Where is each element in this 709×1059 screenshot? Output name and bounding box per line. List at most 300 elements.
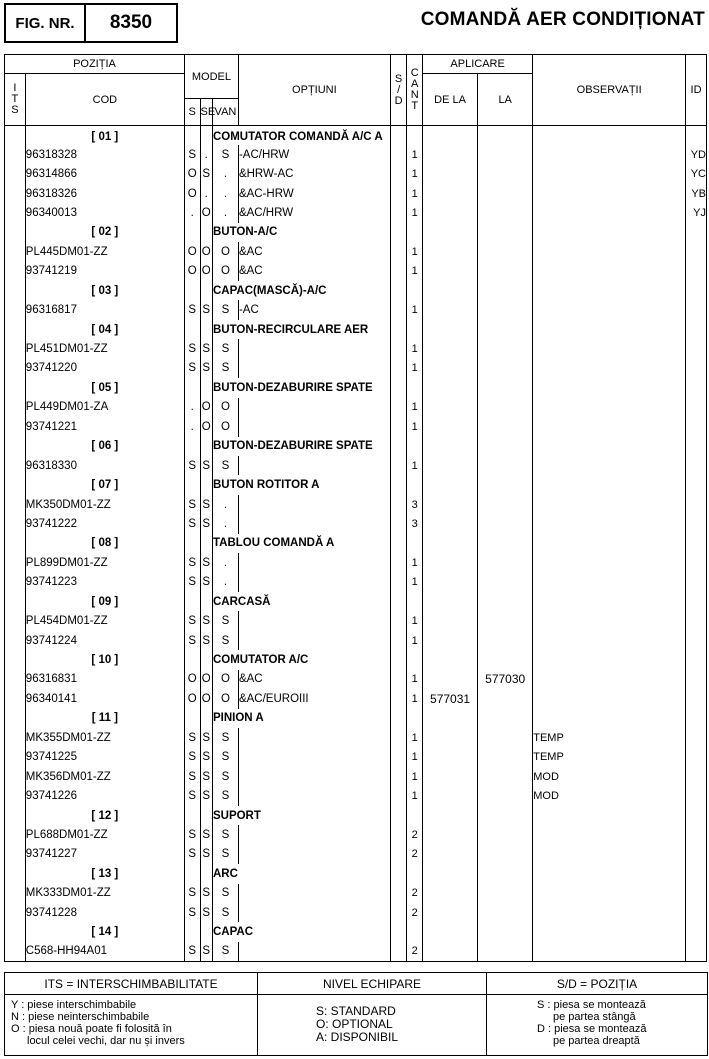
model-se-cell	[200, 922, 212, 941]
part-code: MK333DM01-ZZ	[25, 884, 184, 903]
quantity-value: 1	[407, 767, 423, 786]
id-value	[686, 553, 707, 572]
sd-value	[390, 242, 407, 261]
model-se-value: S	[200, 845, 212, 864]
empty-cell	[478, 864, 533, 883]
applic-from-value	[423, 825, 478, 844]
model-s-value: S	[184, 728, 200, 747]
model-s-value: S	[184, 553, 200, 572]
option-value: &HRW-AC	[238, 164, 390, 183]
empty-cell	[407, 592, 423, 611]
figure-number-box	[4, 3, 178, 43]
legend-nivel-line: O: OPTIONAL	[316, 1017, 393, 1031]
id-value	[686, 242, 707, 261]
group-header-row	[5, 475, 707, 494]
empty-cell	[390, 281, 407, 300]
id-value	[686, 262, 707, 281]
model-van-value: S	[212, 767, 238, 786]
option-value	[238, 514, 390, 533]
part-row	[5, 398, 707, 417]
model-van-value: .	[212, 184, 238, 203]
part-code: 96316817	[25, 300, 184, 319]
group-header-row	[5, 534, 707, 553]
observation-value: MOD	[533, 767, 686, 786]
id-value	[686, 845, 707, 864]
observation-value	[533, 203, 686, 222]
model-van-value: S	[212, 300, 238, 319]
applic-from-value	[423, 573, 478, 592]
its-cell	[5, 398, 26, 417]
its-cell	[5, 650, 26, 669]
observation-value	[533, 359, 686, 378]
model-van-value: S	[212, 845, 238, 864]
quantity-value: 1	[407, 339, 423, 358]
part-code: PL454DM01-ZZ	[25, 611, 184, 630]
applic-to-value	[478, 184, 533, 203]
empty-cell	[407, 281, 423, 300]
header-cant: C A N T	[407, 55, 423, 126]
applic-to-value	[478, 786, 533, 805]
model-se-value: S	[200, 728, 212, 747]
sd-value	[390, 689, 407, 708]
applic-from-value	[423, 728, 478, 747]
option-value	[238, 339, 390, 358]
quantity-value: 1	[407, 300, 423, 319]
header-sd: S / D	[390, 55, 407, 126]
empty-cell	[407, 320, 423, 339]
sd-value	[390, 203, 407, 222]
quantity-value: 1	[407, 748, 423, 767]
part-row	[5, 903, 707, 922]
applic-from-value	[423, 145, 478, 164]
group-header-row	[5, 223, 707, 242]
model-van-value: O	[212, 689, 238, 708]
id-value	[686, 786, 707, 805]
model-s-cell	[184, 437, 200, 456]
observation-value	[533, 514, 686, 533]
applic-from-value	[423, 242, 478, 261]
applic-from-value: 577031	[423, 689, 478, 708]
model-s-value: O	[184, 184, 200, 203]
model-s-value: S	[184, 300, 200, 319]
group-title: CARCASĂ	[212, 592, 390, 611]
observation-value: TEMP	[533, 748, 686, 767]
quantity-value: 1	[407, 145, 423, 164]
applic-to-value: 577030	[478, 670, 533, 689]
model-s-value: S	[184, 942, 200, 961]
applic-to-value	[478, 495, 533, 514]
model-se-value: .	[200, 145, 212, 164]
part-row	[5, 631, 707, 650]
model-s-value: .	[184, 203, 200, 222]
part-code: 93741225	[25, 748, 184, 767]
model-se-cell	[200, 475, 212, 494]
group-header-row	[5, 320, 707, 339]
model-se-cell	[200, 650, 212, 669]
empty-cell	[533, 864, 686, 883]
model-van-value: S	[212, 728, 238, 747]
sd-value	[390, 728, 407, 747]
model-van-value: .	[212, 514, 238, 533]
applic-to-value	[478, 825, 533, 844]
id-value: YJ	[686, 203, 707, 222]
empty-cell	[390, 223, 407, 242]
applic-from-value	[423, 203, 478, 222]
option-value: &AC/EUROIII	[238, 689, 390, 708]
quantity-value: 3	[407, 495, 423, 514]
id-value	[686, 398, 707, 417]
part-row	[5, 164, 707, 183]
sd-value	[390, 184, 407, 203]
model-van-value: .	[212, 164, 238, 183]
position-label: [ 12 ]	[25, 806, 184, 825]
its-cell	[5, 456, 26, 475]
model-se-value: S	[200, 884, 212, 903]
sd-value	[390, 845, 407, 864]
empty-cell	[390, 650, 407, 669]
model-s-value: .	[184, 398, 200, 417]
model-se-value: O	[200, 670, 212, 689]
its-cell	[5, 845, 26, 864]
part-code: MK350DM01-ZZ	[25, 495, 184, 514]
model-se-value: S	[200, 748, 212, 767]
its-cell	[5, 203, 26, 222]
legend-sd-body	[487, 995, 708, 1056]
empty-cell	[478, 709, 533, 728]
sd-value	[390, 339, 407, 358]
sd-value	[390, 495, 407, 514]
model-se-value: O	[200, 417, 212, 436]
its-cell	[5, 495, 26, 514]
quantity-value: 1	[407, 242, 423, 261]
its-cell	[5, 864, 26, 883]
applic-from-value	[423, 670, 478, 689]
id-value: YC	[686, 164, 707, 183]
applic-from-value	[423, 495, 478, 514]
its-cell	[5, 281, 26, 300]
empty-cell	[533, 709, 686, 728]
empty-cell	[423, 475, 478, 494]
empty-cell	[423, 378, 478, 397]
empty-cell	[533, 378, 686, 397]
group-header-row	[5, 378, 707, 397]
empty-cell	[407, 709, 423, 728]
sd-value	[390, 300, 407, 319]
observation-value	[533, 242, 686, 261]
model-van-value: S	[212, 631, 238, 650]
part-code: 93741227	[25, 845, 184, 864]
quantity-value: 1	[407, 417, 423, 436]
part-row	[5, 417, 707, 436]
applic-to-value	[478, 573, 533, 592]
its-cell	[5, 339, 26, 358]
page-title: COMANDĂ AER CONDIȚIONAT	[420, 9, 705, 30]
empty-cell	[478, 281, 533, 300]
group-title: SUPORT	[212, 806, 390, 825]
empty-cell	[390, 709, 407, 728]
model-s-value: S	[184, 573, 200, 592]
id-value	[686, 573, 707, 592]
applic-to-value	[478, 514, 533, 533]
id-value	[686, 728, 707, 747]
legend-its-line: N : piese neinterschimbabile	[11, 1011, 150, 1023]
applic-to-value	[478, 553, 533, 572]
quantity-value: 2	[407, 903, 423, 922]
option-value	[238, 553, 390, 572]
model-s-cell	[184, 320, 200, 339]
empty-cell	[533, 650, 686, 669]
applic-from-value	[423, 884, 478, 903]
empty-cell	[423, 922, 478, 941]
its-cell	[5, 884, 26, 903]
quantity-value: 1	[407, 359, 423, 378]
its-cell	[5, 242, 26, 261]
its-cell	[5, 145, 26, 164]
empty-cell	[423, 806, 478, 825]
part-code: 96318326	[25, 184, 184, 203]
applic-to-value	[478, 748, 533, 767]
model-s-value: O	[184, 164, 200, 183]
group-title: ARC	[212, 864, 390, 883]
applic-from-value	[423, 262, 478, 281]
observation-value	[533, 300, 686, 319]
its-cell	[5, 514, 26, 533]
applic-to-value	[478, 359, 533, 378]
option-value	[238, 359, 390, 378]
empty-cell	[407, 534, 423, 553]
header-optiuni: OPȚIUNI	[238, 55, 390, 126]
option-value	[238, 748, 390, 767]
header-model-van: VAN	[212, 99, 238, 126]
part-row	[5, 242, 707, 261]
model-se-value: S	[200, 573, 212, 592]
option-value	[238, 417, 390, 436]
observation-value	[533, 417, 686, 436]
legend-nivel-title: NIVEL ECHIPARE	[258, 973, 487, 995]
applic-to-value	[478, 689, 533, 708]
empty-cell	[686, 534, 707, 553]
applic-from-value	[423, 417, 478, 436]
applic-from-value	[423, 164, 478, 183]
part-row	[5, 514, 707, 533]
its-cell	[5, 475, 26, 494]
header-la: LA	[478, 74, 533, 126]
empty-cell	[423, 437, 478, 456]
applic-to-value	[478, 631, 533, 650]
id-value	[686, 300, 707, 319]
group-title: BUTON-DEZABURIRE SPATE	[212, 378, 390, 397]
part-code: 93741228	[25, 903, 184, 922]
group-title: BUTON ROTITOR A	[212, 475, 390, 494]
option-value	[238, 611, 390, 630]
model-s-value: O	[184, 689, 200, 708]
legend-sd-line: D : piesa se montează	[537, 1023, 647, 1035]
its-cell	[5, 806, 26, 825]
its-cell	[5, 689, 26, 708]
model-s-cell	[184, 126, 200, 145]
position-label: [ 02 ]	[25, 223, 184, 242]
its-cell	[5, 417, 26, 436]
id-value	[686, 884, 707, 903]
empty-cell	[407, 223, 423, 242]
position-label: [ 03 ]	[25, 281, 184, 300]
id-value	[686, 359, 707, 378]
observation-value	[533, 262, 686, 281]
quantity-value: 1	[407, 203, 423, 222]
model-van-value: S	[212, 456, 238, 475]
option-value: -AC	[238, 300, 390, 319]
its-cell	[5, 748, 26, 767]
position-label: [ 09 ]	[25, 592, 184, 611]
option-value: &AC/HRW	[238, 203, 390, 222]
empty-cell	[390, 378, 407, 397]
applic-from-value	[423, 514, 478, 533]
empty-cell	[686, 320, 707, 339]
part-code: 93741222	[25, 514, 184, 533]
sd-value	[390, 145, 407, 164]
model-se-cell	[200, 592, 212, 611]
legend-nivel-line: A: DISPONIBIL	[316, 1030, 399, 1044]
option-value	[238, 884, 390, 903]
part-row	[5, 611, 707, 630]
empty-cell	[686, 437, 707, 456]
model-s-value: S	[184, 495, 200, 514]
empty-cell	[533, 592, 686, 611]
empty-cell	[478, 378, 533, 397]
empty-cell	[686, 709, 707, 728]
model-se-value: O	[200, 262, 212, 281]
quantity-value: 1	[407, 631, 423, 650]
sd-value	[390, 553, 407, 572]
legend-sd-line: pe partea stângă	[553, 1011, 636, 1023]
sd-value	[390, 611, 407, 630]
its-cell	[5, 437, 26, 456]
model-se-cell	[200, 223, 212, 242]
part-row	[5, 884, 707, 903]
empty-cell	[533, 126, 686, 145]
model-se-value: S	[200, 514, 212, 533]
legend-table	[4, 972, 708, 1056]
id-value: YB	[686, 184, 707, 203]
group-title: TABLOU COMANDĂ A	[212, 534, 390, 553]
its-cell	[5, 592, 26, 611]
position-label: [ 04 ]	[25, 320, 184, 339]
empty-cell	[533, 320, 686, 339]
applic-to-value	[478, 262, 533, 281]
applic-from-value	[423, 339, 478, 358]
id-value	[686, 942, 707, 961]
part-row	[5, 728, 707, 747]
model-se-cell	[200, 709, 212, 728]
header-observatii: OBSERVAȚII	[533, 55, 686, 126]
part-row	[5, 786, 707, 805]
parts-table-body	[5, 126, 707, 962]
quantity-value: 2	[407, 942, 423, 961]
observation-value	[533, 942, 686, 961]
sd-value	[390, 417, 407, 436]
its-cell	[5, 728, 26, 747]
model-se-value: S	[200, 767, 212, 786]
its-cell	[5, 126, 26, 145]
part-code: MK356DM01-ZZ	[25, 767, 184, 786]
option-value: &AC	[238, 242, 390, 261]
its-cell	[5, 184, 26, 203]
quantity-value: 2	[407, 884, 423, 903]
empty-cell	[390, 592, 407, 611]
model-s-cell	[184, 806, 200, 825]
observation-value	[533, 670, 686, 689]
its-cell	[5, 767, 26, 786]
empty-cell	[478, 922, 533, 941]
option-value	[238, 767, 390, 786]
applic-from-value	[423, 767, 478, 786]
model-van-value: S	[212, 145, 238, 164]
part-code: PL445DM01-ZZ	[25, 242, 184, 261]
empty-cell	[423, 650, 478, 669]
part-row	[5, 825, 707, 844]
group-title: PINION A	[212, 709, 390, 728]
id-value: YD	[686, 145, 707, 164]
id-value	[686, 903, 707, 922]
part-row	[5, 553, 707, 572]
header-dela: DE LA	[423, 74, 478, 126]
its-cell	[5, 631, 26, 650]
part-code: MK355DM01-ZZ	[25, 728, 184, 747]
observation-value	[533, 184, 686, 203]
id-value	[686, 689, 707, 708]
group-title: BUTON-DEZABURIRE SPATE	[212, 437, 390, 456]
empty-cell	[686, 281, 707, 300]
empty-cell	[478, 534, 533, 553]
observation-value	[533, 164, 686, 183]
model-se-value: S	[200, 786, 212, 805]
its-cell	[5, 553, 26, 572]
empty-cell	[390, 864, 407, 883]
empty-cell	[423, 592, 478, 611]
empty-cell	[533, 806, 686, 825]
applic-from-value	[423, 748, 478, 767]
model-s-value: S	[184, 611, 200, 630]
model-van-value: .	[212, 203, 238, 222]
figure-label: FIG. NR.	[6, 5, 86, 41]
model-s-cell	[184, 922, 200, 941]
id-value	[686, 748, 707, 767]
part-code: 96318330	[25, 456, 184, 475]
model-s-value: O	[184, 670, 200, 689]
applic-to-value	[478, 398, 533, 417]
group-header-row	[5, 281, 707, 300]
applic-from-value	[423, 300, 478, 319]
part-code: PL899DM01-ZZ	[25, 553, 184, 572]
group-header-row	[5, 864, 707, 883]
its-cell	[5, 786, 26, 805]
empty-cell	[478, 806, 533, 825]
applic-from-value	[423, 553, 478, 572]
id-value	[686, 339, 707, 358]
its-cell	[5, 378, 26, 397]
part-row	[5, 748, 707, 767]
part-row	[5, 184, 707, 203]
observation-value	[533, 339, 686, 358]
its-cell	[5, 709, 26, 728]
model-se-value: .	[200, 184, 212, 203]
applic-to-value	[478, 242, 533, 261]
sd-value	[390, 573, 407, 592]
model-van-value: O	[212, 398, 238, 417]
model-se-value: O	[200, 242, 212, 261]
its-cell	[5, 223, 26, 242]
part-row	[5, 339, 707, 358]
